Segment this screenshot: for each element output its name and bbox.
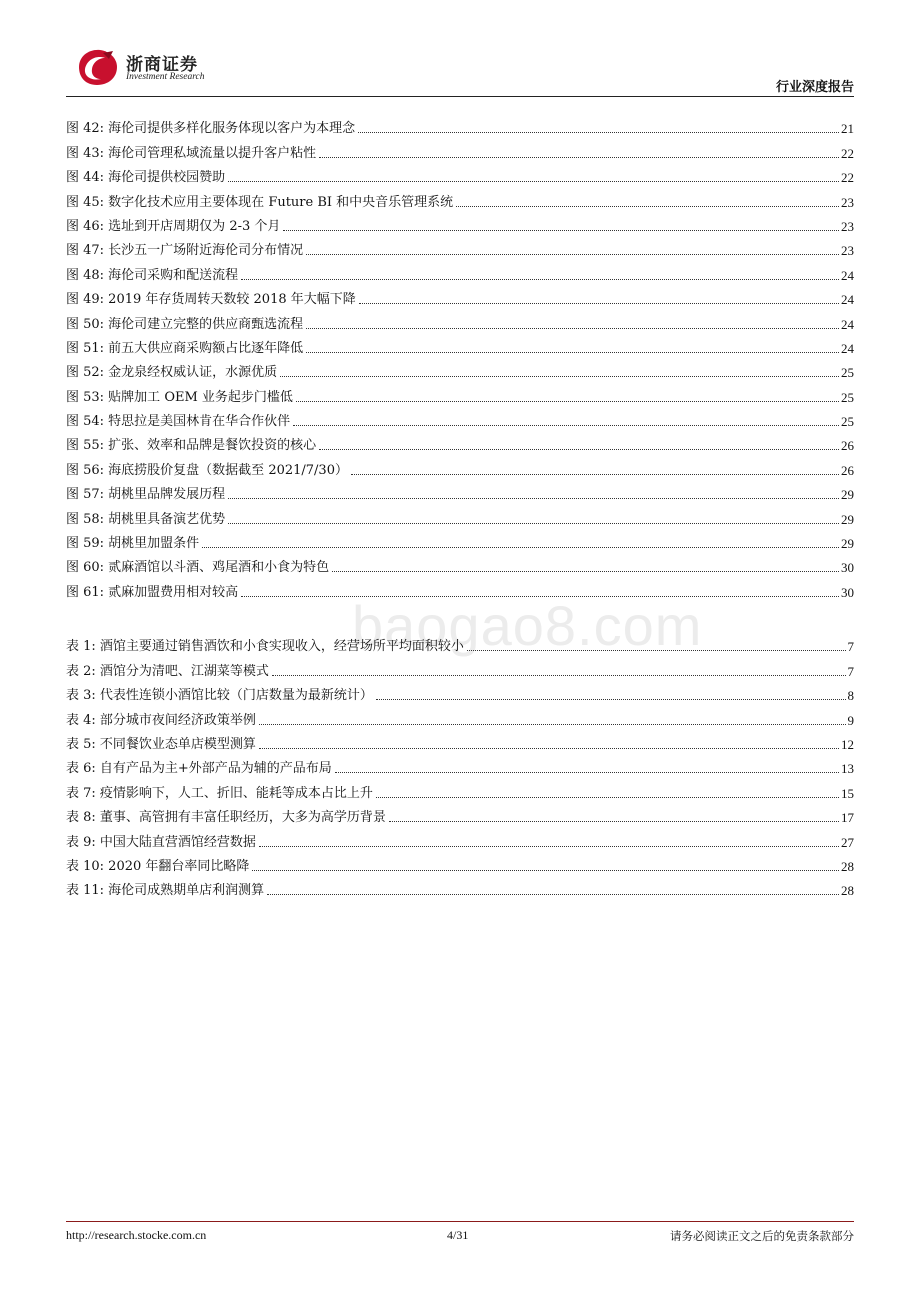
toc-dot-leader — [267, 894, 839, 895]
toc-entry-label: 表 2: 酒馆分为清吧、江湖菜等模式 — [66, 663, 269, 679]
tables-index — [66, 631, 854, 899]
figure-toc-entry[interactable] — [66, 259, 854, 283]
toc-dot-leader — [296, 401, 839, 402]
figure-toc-entry[interactable] — [66, 235, 854, 259]
toc-entry-page: 13 — [841, 761, 854, 777]
toc-dot-leader — [241, 596, 839, 597]
toc-entry-label: 图 55: 扩张、效率和品牌是餐饮投资的核心 — [66, 438, 317, 454]
toc-dot-leader — [293, 425, 839, 426]
toc-dot-leader — [306, 328, 839, 329]
toc-entry-page: 7 — [847, 639, 854, 655]
toc-entry-page: 26 — [841, 462, 854, 478]
page-header — [0, 0, 920, 100]
footer-url-link[interactable]: http://research.stocke.com.cn — [66, 1228, 207, 1242]
toc-dot-leader — [228, 523, 839, 524]
toc-dot-leader — [376, 699, 846, 700]
table-toc-entry[interactable] — [66, 655, 854, 679]
toc-dot-leader — [306, 352, 839, 353]
toc-dot-leader — [272, 675, 846, 676]
figure-toc-entry[interactable] — [66, 333, 854, 357]
header-divider — [66, 96, 854, 97]
toc-entry-page: 21 — [841, 121, 854, 137]
toc-entry-page: 9 — [847, 712, 854, 728]
table-toc-entry[interactable] — [66, 680, 854, 704]
figure-toc-entry[interactable] — [66, 503, 854, 527]
toc-entry-label: 图 42: 海伦司提供多样化服务体现以客户为本理念 — [66, 121, 356, 137]
table-toc-entry[interactable] — [66, 777, 854, 801]
toc-entry-label: 表 11: 海伦司成熟期单店利润测算 — [66, 883, 265, 899]
toc-entry-page: 8 — [847, 688, 854, 704]
toc-entry-page: 23 — [841, 194, 854, 210]
watermark: baogao8.com — [352, 594, 703, 657]
stocke-logo-icon — [73, 47, 121, 87]
toc-dot-leader — [467, 650, 846, 651]
figure-toc-entry[interactable] — [66, 528, 854, 552]
toc-entry-label: 表 3: 代表性连锁小酒馆比较（门店数量为最新统计） — [66, 688, 373, 704]
table-toc-entry[interactable] — [66, 753, 854, 777]
toc-entry-page: 25 — [841, 414, 854, 430]
toc-entry-page: 15 — [841, 785, 854, 801]
toc-dot-leader — [319, 449, 839, 450]
figure-toc-entry[interactable] — [66, 137, 854, 161]
toc-entry-label: 表 4: 部分城市夜间经济政策举例 — [66, 712, 256, 728]
toc-entry-label: 图 61: 贰麻加盟费用相对较高 — [66, 584, 239, 600]
figure-toc-entry[interactable] — [66, 113, 854, 137]
brand-name-cn: 浙商证券 — [126, 55, 198, 75]
toc-entry-label: 表 5: 不同餐饮业态单店模型测算 — [66, 736, 256, 752]
figure-toc-entry[interactable] — [66, 308, 854, 332]
toc-dot-leader — [241, 279, 839, 280]
toc-entry-page: 27 — [841, 834, 854, 850]
figure-toc-entry[interactable] — [66, 162, 854, 186]
toc-dot-leader — [259, 748, 839, 749]
toc-entry-label: 表 8: 董事、高管拥有丰富任职经历，大多为高学历背景 — [66, 810, 386, 826]
toc-entry-label: 表 1: 酒馆主要通过销售酒饮和小食实现收入，经营场所平均面积较小 — [66, 639, 464, 655]
toc-entry-page: 29 — [841, 511, 854, 527]
toc-dot-leader — [359, 303, 839, 304]
toc-dot-leader — [358, 132, 839, 133]
toc-entry-page: 12 — [841, 736, 854, 752]
toc-entry-label: 图 57: 胡桃里品牌发展历程 — [66, 487, 226, 503]
figure-toc-entry[interactable] — [66, 357, 854, 381]
figure-toc-entry[interactable] — [66, 479, 854, 503]
toc-dot-leader — [306, 254, 839, 255]
figure-toc-entry[interactable] — [66, 381, 854, 405]
toc-entry-label: 图 60: 贰麻酒馆以斗酒、鸡尾酒和小食为特色 — [66, 560, 330, 576]
toc-dot-leader — [228, 181, 839, 182]
toc-entry-label: 图 46: 选址到开店周期仅为 2-3 个月 — [66, 218, 281, 234]
toc-entry-page: 28 — [841, 858, 854, 874]
toc-entry-label: 图 54: 特思拉是美国林肯在华合作伙伴 — [66, 414, 291, 430]
toc-entry-page: 24 — [841, 267, 854, 283]
toc-entry-label: 图 53: 贴牌加工 OEM 业务起步门槛低 — [66, 389, 293, 405]
toc-entry-page: 24 — [841, 292, 854, 308]
toc-dot-leader — [202, 547, 839, 548]
figure-toc-entry[interactable] — [66, 454, 854, 478]
toc-dot-leader — [389, 821, 839, 822]
table-toc-entry[interactable] — [66, 826, 854, 850]
report-type-label: 行业深度报告 — [775, 80, 854, 95]
toc-entry-label: 图 50: 海伦司建立完整的供应商甄选流程 — [66, 316, 304, 332]
toc-dot-leader — [283, 230, 839, 231]
toc-entry-label: 图 44: 海伦司提供校园赞助 — [66, 170, 226, 186]
toc-dot-leader — [351, 474, 839, 475]
toc-entry-page: 17 — [841, 810, 854, 826]
disclaimer-text: 请务必阅读正文之后的免责条款部分 — [670, 1229, 854, 1243]
toc-entry-label: 图 45: 数字化技术应用主要体现在 Future BI 和中央音乐管理系统 — [66, 194, 454, 210]
table-toc-entry[interactable] — [66, 729, 854, 753]
toc-entry-page: 29 — [841, 536, 854, 552]
toc-dot-leader — [252, 870, 839, 871]
table-toc-entry[interactable] — [66, 802, 854, 826]
figure-toc-entry[interactable] — [66, 406, 854, 430]
toc-entry-page: 7 — [847, 663, 854, 679]
toc-entry-page: 25 — [841, 389, 854, 405]
figure-toc-entry[interactable] — [66, 284, 854, 308]
toc-entry-label: 图 52: 金龙泉经权威认证，水源优质 — [66, 365, 278, 381]
toc-entry-page: 22 — [841, 145, 854, 161]
toc-entry-label: 图 43: 海伦司管理私域流量以提升客户粘性 — [66, 145, 317, 161]
toc-entry-page: 23 — [841, 218, 854, 234]
toc-entry-label: 图 56: 海底捞股价复盘（数据截至 2021/7/30） — [66, 462, 348, 478]
toc-entry-page: 26 — [841, 438, 854, 454]
toc-entry-page: 29 — [841, 487, 854, 503]
toc-entry-label: 表 6: 自有产品为主+外部产品为辅的产品布局 — [66, 761, 332, 777]
toc-entry-page: 28 — [841, 883, 854, 899]
table-toc-entry[interactable] — [66, 704, 854, 728]
toc-dot-leader — [335, 772, 839, 773]
toc-dot-leader — [376, 797, 839, 798]
figure-toc-entry[interactable] — [66, 430, 854, 454]
page-number: 4/31 — [447, 1228, 469, 1242]
table-toc-entry[interactable] — [66, 851, 854, 875]
toc-entry-label: 表 7: 疫情影响下，人工、折旧、能耗等成本占比上升 — [66, 785, 373, 801]
figure-toc-entry[interactable] — [66, 211, 854, 235]
toc-entry-label: 图 49: 2019 年存货周转天数较 2018 年大幅下降 — [66, 292, 356, 308]
toc-entry-page: 22 — [841, 170, 854, 186]
figure-toc-entry[interactable] — [66, 552, 854, 576]
table-toc-entry[interactable] — [66, 631, 854, 655]
toc-entry-page: 30 — [841, 560, 854, 576]
toc-dot-leader — [259, 846, 839, 847]
toc-dot-leader — [259, 724, 846, 725]
toc-entry-label: 图 48: 海伦司采购和配送流程 — [66, 267, 239, 283]
toc-entry-page: 24 — [841, 340, 854, 356]
toc-dot-leader — [332, 571, 839, 572]
toc-entry-page: 30 — [841, 584, 854, 600]
toc-entry-page: 23 — [841, 243, 854, 259]
toc-dot-leader — [228, 498, 839, 499]
toc-entry-label: 图 51: 前五大供应商采购额占比逐年降低 — [66, 340, 304, 356]
figures-index — [66, 113, 854, 601]
footer-divider — [66, 1221, 854, 1222]
toc-dot-leader — [280, 376, 839, 377]
toc-dot-leader — [456, 206, 839, 207]
toc-entry-label: 表 10: 2020 年翻台率同比略降 — [66, 858, 250, 874]
toc-dot-leader — [319, 157, 839, 158]
figure-toc-entry[interactable] — [66, 186, 854, 210]
toc-entry-label: 图 59: 胡桃里加盟条件 — [66, 536, 200, 552]
toc-entry-label: 表 9: 中国大陆直营酒馆经营数据 — [66, 834, 256, 850]
toc-entry-page: 24 — [841, 316, 854, 332]
brand-name-en: Investment Research — [126, 72, 205, 82]
toc-entry-label: 图 58: 胡桃里具备演艺优势 — [66, 511, 226, 527]
table-toc-entry[interactable] — [66, 875, 854, 899]
figure-toc-entry[interactable] — [66, 576, 854, 600]
toc-entry-page: 25 — [841, 365, 854, 381]
toc-entry-label: 图 47: 长沙五一广场附近海伦司分布情况 — [66, 243, 304, 259]
